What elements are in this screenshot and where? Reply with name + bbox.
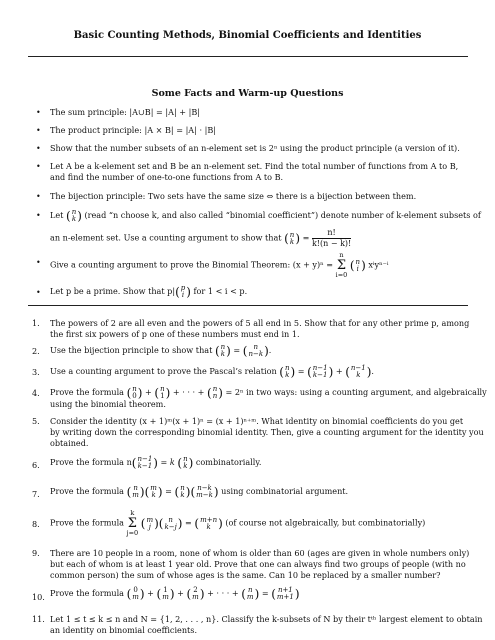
bullet-binomial-line2: an n-element set. Use a counting argument to show that ( n k ) = $\frac{n!}{k!(n - k)!}$: [50, 228, 352, 248]
problem-number: 3.: [32, 367, 40, 377]
bullet-marker: •: [36, 211, 41, 220]
problem-1-line2: the first six powers of p one of these numbers must end in 1.: [50, 329, 300, 339]
bullet-marker: •: [36, 192, 41, 201]
text: Use the bijection principle to show that: [50, 345, 213, 355]
sum-upper: k: [130, 509, 135, 517]
problem-number: 6.: [32, 460, 40, 470]
text: xⁱyⁿ⁻ⁱ: [368, 259, 389, 270]
bullet-subsets: Show that the number subsets of an n-element set is 2ⁿ using the product principle (a version of it).: [50, 143, 460, 153]
text: Prove the formula: [50, 517, 124, 528]
text: Prove the formula: [50, 486, 124, 496]
bullet-marker: •: [36, 144, 41, 153]
bullet-functions-line1: Let A be a k-element set and B be an n-element set. Find the total number of functions from A to B,: [50, 161, 459, 171]
bullet-product-principle: The product principle: |A × B| = |A| · |B|: [50, 125, 217, 135]
problem-number: 9.: [32, 548, 40, 558]
fraction-denominator: k!(n − k)!: [311, 239, 352, 248]
text: an n-element set. Use a counting argument to show that: [50, 232, 282, 243]
fraction-numerator: n!: [312, 228, 351, 239]
problem-5-line3: obtained.: [50, 438, 89, 448]
bullet-binomial-theorem: Give a counting argument to prove the Binomial Theorem: (x + y)ⁿ = n Σ i=0 ( n i ) xⁱyⁿ⁻ⁱ: [50, 251, 389, 279]
problem-number: 7.: [32, 489, 40, 499]
problem-number: 5.: [32, 416, 40, 426]
page-title: Basic Counting Methods, Binomial Coefficients and Identities: [73, 30, 422, 41]
problem-number: 11.: [32, 614, 45, 624]
problem-9-line2: but each of whom is at least 1 year old. Prove that one can always find two groups of people (with no: [50, 559, 466, 569]
section-divider: [28, 305, 468, 306]
problem-4-line1: Prove the formula ( n 0 ) + ( n 1 ) + · · · + ( n n ) = 2ⁿ in two ways: using a counting argument, and algebraically: [50, 385, 487, 400]
text: Let: [50, 210, 64, 220]
text: for 1 < i < p.: [193, 286, 248, 296]
problem-1-line1: The powers of 2 are all even and the powers of 5 all end in 5. Show that for any other prime p, among: [50, 318, 470, 328]
text: + · · · +: [207, 588, 239, 598]
problem-10: Prove the formula ( 0 m ) + ( 1 m ) + ( 2 m ) + · · · + ( n m ) = ( n+1 m+1 ): [50, 586, 300, 601]
problem-7: Prove the formula ( n m )( m k ) = ( n k )( n−k m−k ) using combinatorial argument.: [50, 484, 349, 499]
problem-3: Use a counting argument to prove the Pascal’s relation ( n k ) = ( n−1 k−1 ) + ( n−1 k ).: [50, 364, 374, 379]
bullet-marker: •: [36, 108, 41, 117]
text: using combinatorial argument.: [221, 486, 349, 496]
bullet-sum-principle: The sum principle: |A∪B| = |A| + |B|: [50, 107, 201, 117]
problem-4-line2: using the binomial theorem.: [50, 399, 166, 409]
problem-2: Use the bijection principle to show that ( n k ) = ( n n−k ).: [50, 343, 272, 358]
bullet-marker: •: [36, 126, 41, 135]
problem-8: Prove the formula k Σ j=0 ( m j )( n k−j ) = ( m+n k ) (of course not algebraically, but combinatorially): [50, 509, 426, 537]
problem-number: 8.: [32, 519, 40, 529]
text: .: [371, 366, 374, 376]
sum-lower: i=0: [335, 271, 348, 279]
text: (read “n choose k, and also called “binomial coefficient”) denote number of k-element subsets of: [84, 210, 481, 220]
problem-9-line1: There are 10 people in a room, none of whom is older than 60 (ages are given in whole numbers only): [50, 548, 470, 558]
problem-number: 10.: [32, 592, 45, 602]
problem-5-line1: Consider the identity (x + 1)ᵐ(x + 1)ⁿ = (x + 1)ⁿ⁺ᵐ. What identity on binomial coefficients do you get: [50, 416, 464, 426]
problem-6: Prove the formula n( n−1 k−1 ) = k ( n k ) combinatorially.: [50, 455, 262, 470]
problem-11-line2: an identity on binomial coefficients.: [50, 625, 198, 635]
bullet-prime: Let p be a prime. Show that p|( p i ) for 1 < i < p.: [50, 284, 248, 299]
sum-lower: j=0: [126, 529, 139, 537]
text: (of course not algebraically, but combinatorially): [225, 517, 426, 528]
text: Let p be a prime. Show that p|: [50, 286, 176, 296]
problem-11-line1: Let 1 ≤ t ≤ k ≤ n and N = {1, 2, . . . , n}. Classify the k-subsets of N by their tᵗʰ largest element to obtain: [50, 614, 483, 624]
text: .: [268, 345, 272, 355]
text: combinatorially.: [195, 457, 262, 467]
problem-5-line2: by writing down the corresponding binomial identity. Then, give a counting argument for the identity you: [50, 427, 484, 437]
top-divider: [28, 56, 468, 57]
problem-number: 2.: [32, 346, 40, 356]
bullet-binomial-line1: Let ( n k ) (read “n choose k, and also called “binomial coefficient”) denote number of k-element subsets of: [50, 208, 481, 223]
text: Prove the formula n: [50, 457, 132, 467]
text: = 2ⁿ in two ways: using a counting argument, and algebraically: [225, 387, 487, 397]
sum-upper: n: [339, 251, 344, 259]
text: Use a counting argument to prove the Pascal’s relation: [50, 366, 277, 376]
section-subtitle: Some Facts and Warm-up Questions: [151, 88, 344, 99]
problem-number: 4.: [32, 388, 40, 398]
bullet-marker: •: [36, 288, 41, 297]
text: Prove the formula: [50, 387, 124, 397]
text: Prove the formula: [50, 588, 124, 598]
text: Give a counting argument to prove the Binomial Theorem: (x + y)ⁿ =: [50, 259, 334, 270]
bullet-marker: •: [36, 162, 41, 171]
bullet-marker: •: [36, 258, 41, 267]
problem-9-line3: common person) the sum of whose ages is the same. Can 10 be replaced by a smaller number?: [50, 570, 441, 580]
bullet-bijection: The bijection principle: Two sets have the same size ⇔ there is a bijection between them.: [50, 191, 417, 201]
problem-number: 1.: [32, 318, 40, 328]
bullet-functions-line2: and find the number of one-to-one functions from A to B.: [50, 172, 284, 182]
